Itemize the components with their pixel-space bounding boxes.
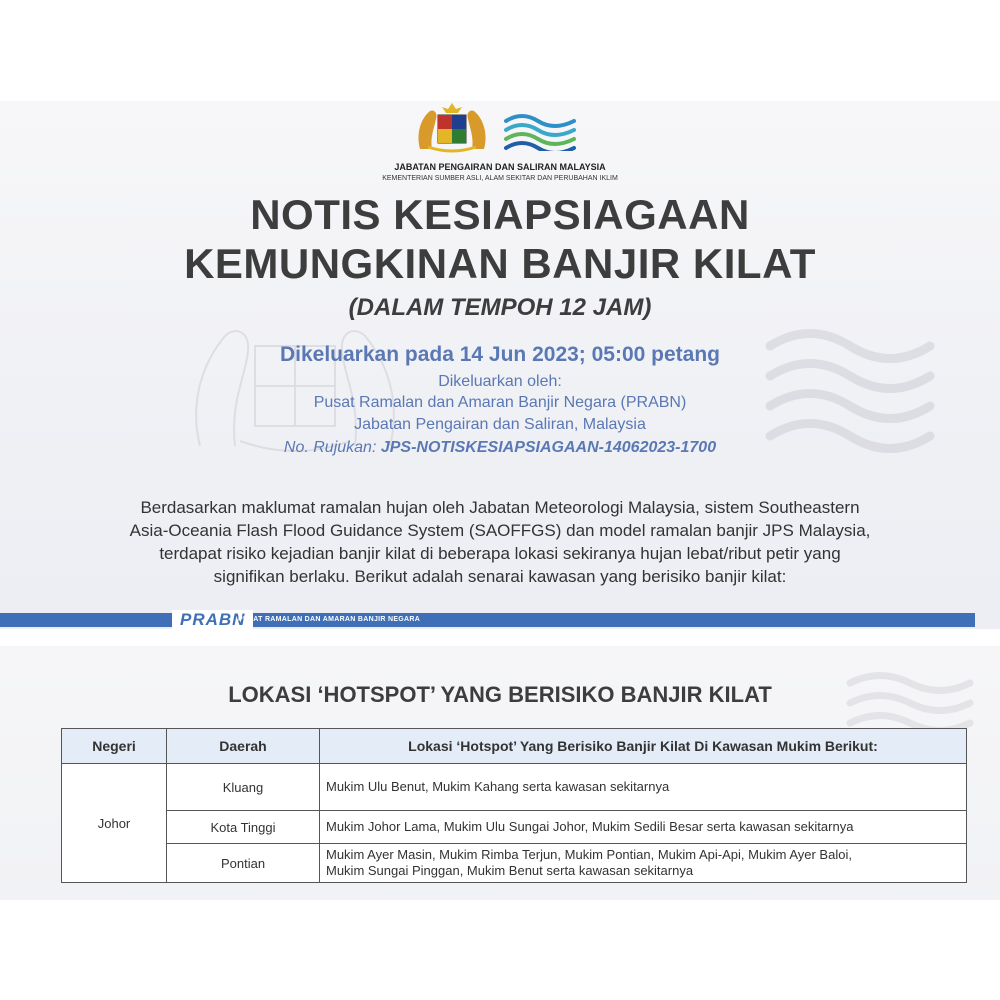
table-row xyxy=(62,764,967,811)
column-header-lokasi: Lokasi ‘Hotspot’ Yang Berisiko Banjir Kilat Di Kawasan Mukim Berikut: xyxy=(320,729,967,764)
location-line: Mukim Johor Lama, Mukim Ulu Sungai Johor, Mukim Sedili Besar serta kawasan sekitarnya xyxy=(326,819,854,834)
reference-label: No. Rujukan: xyxy=(283,439,377,456)
issued-by-label: Dikeluarkan oleh: xyxy=(438,373,562,390)
location-line: Mukim Sungai Pinggan, Mukim Benut serta kawasan sekitarnya xyxy=(326,863,694,878)
hotspot-section-title: LOKASI ‘HOTSPOT’ YANG BERISIKO BANJIR KILAT xyxy=(228,682,772,707)
hotspot-table xyxy=(61,728,967,883)
prabn-brand: PRABN xyxy=(172,610,253,629)
reference-number: JPS-NOTISKESIAPSIAGAAN-14062023-1700 xyxy=(380,439,717,456)
district-cell: Pontian xyxy=(167,844,320,883)
notice-subtitle: (DALAM TEMPOH 12 JAM) xyxy=(348,294,652,321)
issuer-center: Pusat Ramalan dan Amaran Banjir Negara (PRABN) xyxy=(313,394,687,411)
agency-name: JABATAN PENGAIRAN DAN SALIRAN MALAYSIA xyxy=(394,162,606,172)
table-row xyxy=(62,811,967,844)
state-cell: Johor xyxy=(62,764,167,883)
issuer-department: Jabatan Pengairan dan Saliran, Malaysia xyxy=(354,416,646,433)
footer-bar-text: PUSAT RAMALAN DAN AMARAN BANJIR NEGARA xyxy=(238,616,421,623)
location-line: Mukim Ayer Masin, Mukim Rimba Terjun, Mukim Pontian, Mukim Api-Api, Mukim Ayer Baloi, xyxy=(326,847,852,862)
reference-line xyxy=(0,439,1000,457)
ministry-name: KEMENTERIAN SUMBER ASLI, ALAM SEKITAR DAN PERUBAHAN IKLIM xyxy=(382,175,618,182)
body-paragraph-line: signifikan berlaku. Berikut adalah senarai kawasan yang berisiko banjir kilat: xyxy=(213,567,787,586)
location-cell xyxy=(320,844,967,883)
footer-bar xyxy=(0,613,975,627)
column-header-negeri: Negeri xyxy=(62,729,167,764)
notice-title-line1: NOTIS KESIAPSIAGAAN xyxy=(250,191,750,238)
column-header-daerah: Daerah xyxy=(167,729,320,764)
table-header-row xyxy=(62,729,967,764)
table-row xyxy=(62,844,967,883)
body-paragraph-line: terdapat risiko kejadian banjir kilat di beberapa lokasi sekiranya hujan lebat/ribut petir yang xyxy=(159,544,841,563)
malaysia-crest-icon xyxy=(412,101,492,153)
body-paragraph-line: Asia-Oceania Flash Flood Guidance System (SAOFFGS) dan model ramalan banjir JPS Malaysia, xyxy=(129,521,871,540)
issued-datetime: Dikeluarkan pada 14 Jun 2023; 05:00 petang xyxy=(279,343,721,366)
district-cell: Kluang xyxy=(167,764,320,811)
location-cell xyxy=(320,811,967,844)
jps-logo-icon xyxy=(502,111,578,151)
notice-page xyxy=(0,101,1000,629)
body-paragraph-line: Berdasarkan maklumat ramalan hujan oleh Jabatan Meteorologi Malaysia, sistem Southeastern xyxy=(140,498,860,517)
notice-title-line2: KEMUNGKINAN BANJIR KILAT xyxy=(184,240,816,287)
hotspot-page xyxy=(0,646,1000,900)
location-line: Mukim Ulu Benut, Mukim Kahang serta kawasan sekitarnya xyxy=(326,779,670,794)
district-cell: Kota Tinggi xyxy=(167,811,320,844)
location-cell xyxy=(320,764,967,811)
